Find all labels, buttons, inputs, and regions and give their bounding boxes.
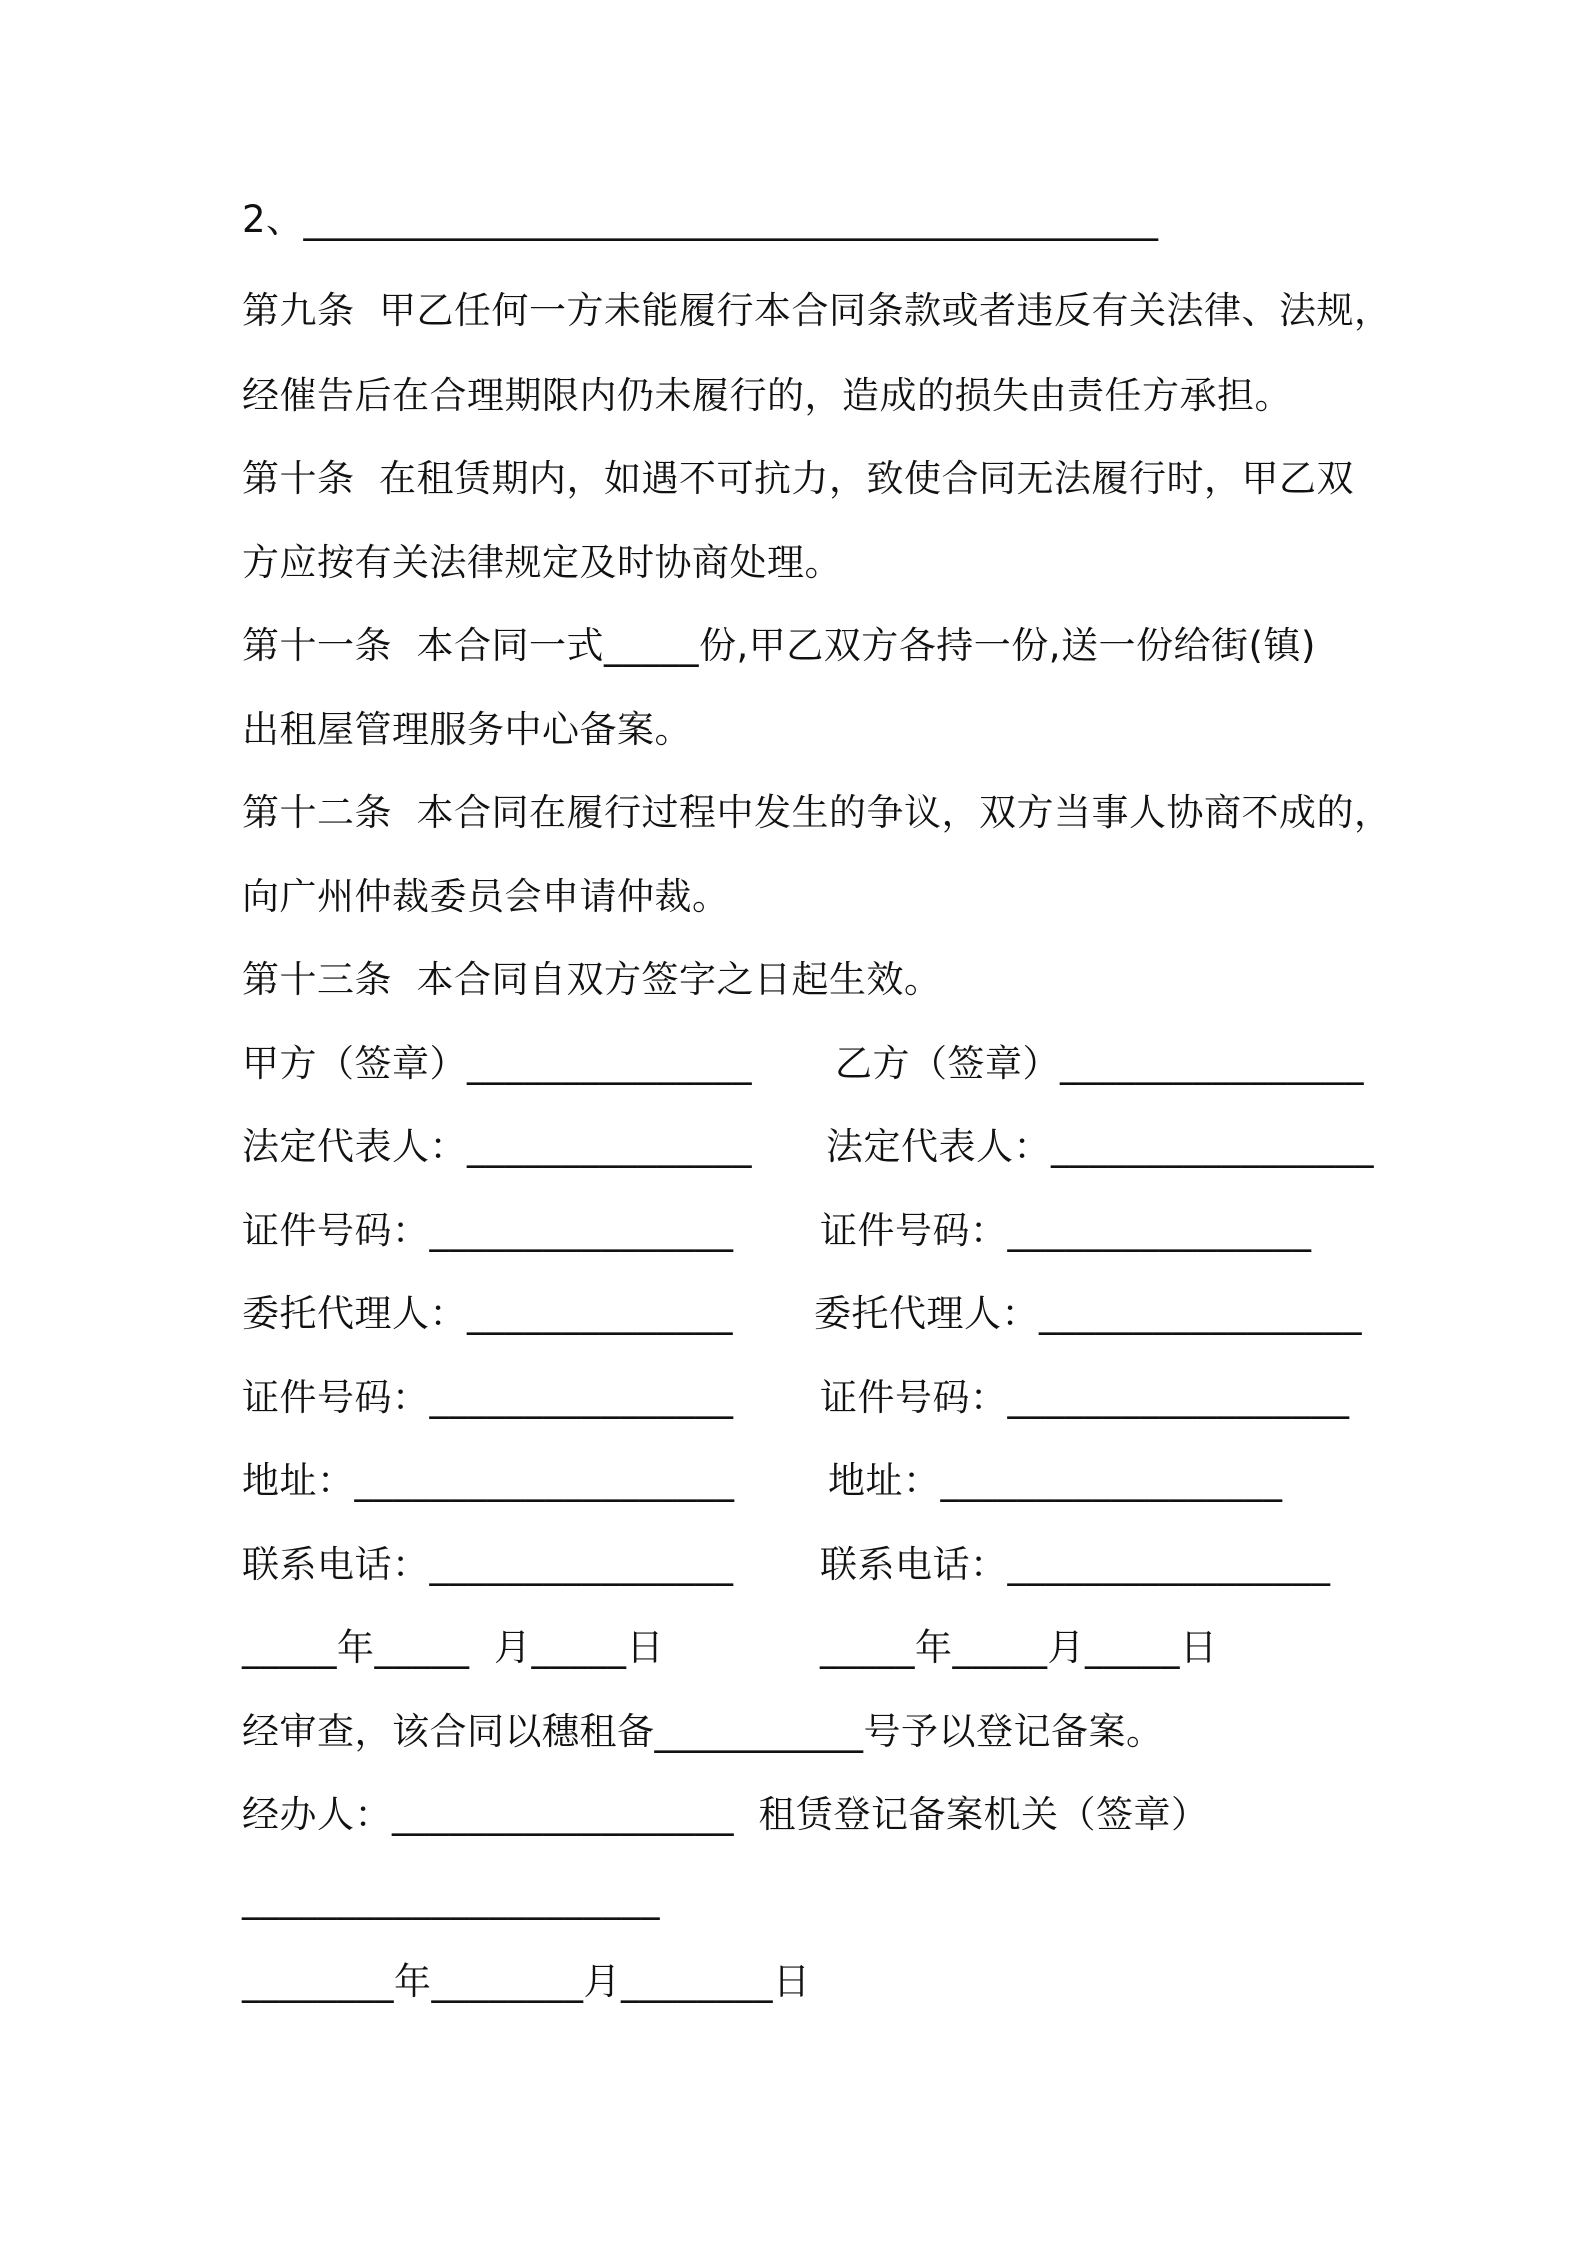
- article-12-line-2: 向广州仲裁委员会申请仲裁。: [242, 875, 730, 918]
- party-b-agent-field: 委托代理人：_________________: [814, 1292, 1362, 1335]
- party-a-agent-id-field: 证件号码：________________: [242, 1376, 734, 1419]
- article-13: 第十三条 本合同自双方签字之日起生效。: [242, 958, 942, 1001]
- party-b-legal-rep-field: 法定代表人：_________________: [826, 1125, 1374, 1168]
- article-10-line-2: 方应按有关法律规定及时协商处理。: [242, 541, 842, 584]
- handler-line: 经办人：__________________ 租赁登记备案机关（签章）: [242, 1793, 1209, 1836]
- party-a-agent-field: 委托代理人：______________: [242, 1292, 733, 1335]
- seal-blank-line: ______________________: [242, 1877, 660, 1920]
- article-12-line-1: 第十二条 本合同在履行过程中发生的争议，双方当事人协商不成的，: [242, 791, 1392, 834]
- clause-item-2: 2、_____________________________________________: [242, 198, 1159, 241]
- party-a-address-field: 地址：____________________: [242, 1459, 735, 1502]
- registration-review-line: 经审查，该合同以穗租备___________号予以登记备案。: [242, 1710, 1164, 1753]
- party-a-date-field: _____年_____ 月_____日: [242, 1626, 665, 1669]
- article-10-line-1: 第十条 在租赁期内，如遇不可抗力，致使合同无法履行时，甲乙双: [242, 457, 1355, 500]
- article-11-line-2: 出租屋管理服务中心备案。: [242, 708, 692, 751]
- party-b-id-number-field: 证件号码：________________: [820, 1209, 1312, 1252]
- party-a-phone-field: 联系电话：________________: [242, 1543, 734, 1586]
- article-9-line-2: 经催告后在合理期限内仍未履行的，造成的损失由责任方承担。: [242, 374, 1292, 417]
- party-a-seal-field: 甲方（签章）_______________: [242, 1042, 752, 1085]
- article-9-line-1: 第九条 甲乙任何一方未能履行本合同条款或者违反有关法律、法规，: [242, 289, 1392, 332]
- party-a-id-number-field: 证件号码：________________: [242, 1209, 734, 1252]
- party-b-phone-field: 联系电话：_________________: [820, 1543, 1331, 1586]
- party-b-seal-field: 乙方（签章）________________: [835, 1042, 1364, 1085]
- party-a-legal-rep-field: 法定代表人：_______________: [242, 1125, 752, 1168]
- final-date-line: ________年________月________日: [242, 1960, 811, 2003]
- article-11-line-1: 第十一条 本合同一式_____份,甲乙双方各持一份,送一份给街(镇): [242, 624, 1316, 667]
- party-b-date-field: _____年_____月_____日: [820, 1626, 1218, 1669]
- party-b-agent-id-field: 证件号码：__________________: [820, 1376, 1350, 1419]
- party-b-address-field: 地址：__________________: [828, 1459, 1283, 1502]
